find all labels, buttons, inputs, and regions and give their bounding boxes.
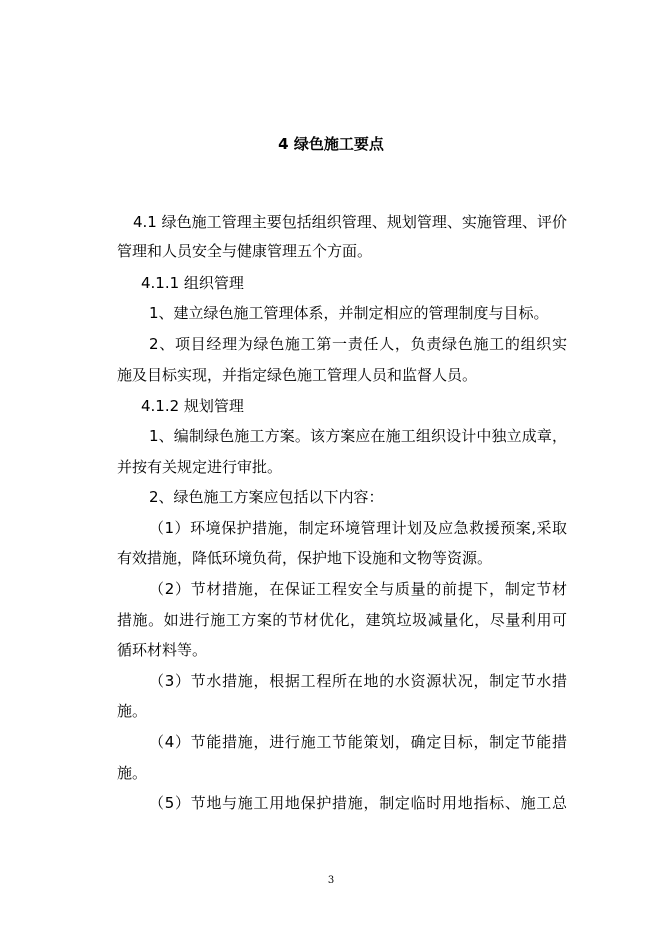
paragraph-line: 并按有关规定进行审批。 [117, 458, 283, 476]
paragraph-line: （3）节水措施，根据工程所在地的水资源状况，制定节水措 [149, 672, 567, 690]
paragraph-line: （4）节能措施，进行施工节能策划，确定目标，制定节能措 [149, 733, 567, 751]
paragraph-line: 1、建立绿色施工管理体系，并制定相应的管理制度与目标。 [149, 304, 549, 322]
paragraph-line: 措施。如进行施工方案的节材优化，建筑垃圾减量化，尽量利用可 [117, 611, 567, 629]
section-title: 4 绿色施工要点 [278, 135, 384, 153]
page-number: 3 [327, 875, 335, 886]
paragraph-line: 管理和人员安全与健康管理五个方面。 [117, 242, 373, 260]
paragraph-line: 施。 [117, 702, 148, 720]
paragraph-line: 循环材料等。 [117, 641, 208, 659]
paragraph-line: 4.1 绿色施工管理主要包括组织管理、规划管理、实施管理、评价 [133, 213, 567, 231]
paragraph-line: 1、编制绿色施工方案。该方案应在施工组织设计中独立成章， [149, 427, 567, 445]
paragraph-line: （2）节材措施，在保证工程安全与质量的前提下，制定节材 [149, 580, 567, 598]
paragraph-line: 施及目标实现，并指定绿色施工管理人员和监督人员。 [117, 366, 478, 384]
paragraph-line: 2、项目经理为绿色施工第一责任人，负责绿色施工的组织实 [149, 335, 567, 353]
paragraph-line: 2、绿色施工方案应包括以下内容： [149, 488, 384, 506]
paragraph-line: 施。 [117, 764, 148, 782]
paragraph-line: （5）节地与施工用地保护措施，制定临时用地指标、施工总 [149, 794, 567, 812]
paragraph-line: （1）环境保护措施，制定环境管理计划及应急救援预案,采取 [149, 519, 567, 537]
subsection-heading: 4.1.1 组织管理 [141, 274, 244, 292]
subsection-heading: 4.1.2 规划管理 [141, 397, 244, 415]
paragraph-line: 有效措施，降低环境负荷，保护地下设施和文物等资源。 [117, 549, 493, 567]
